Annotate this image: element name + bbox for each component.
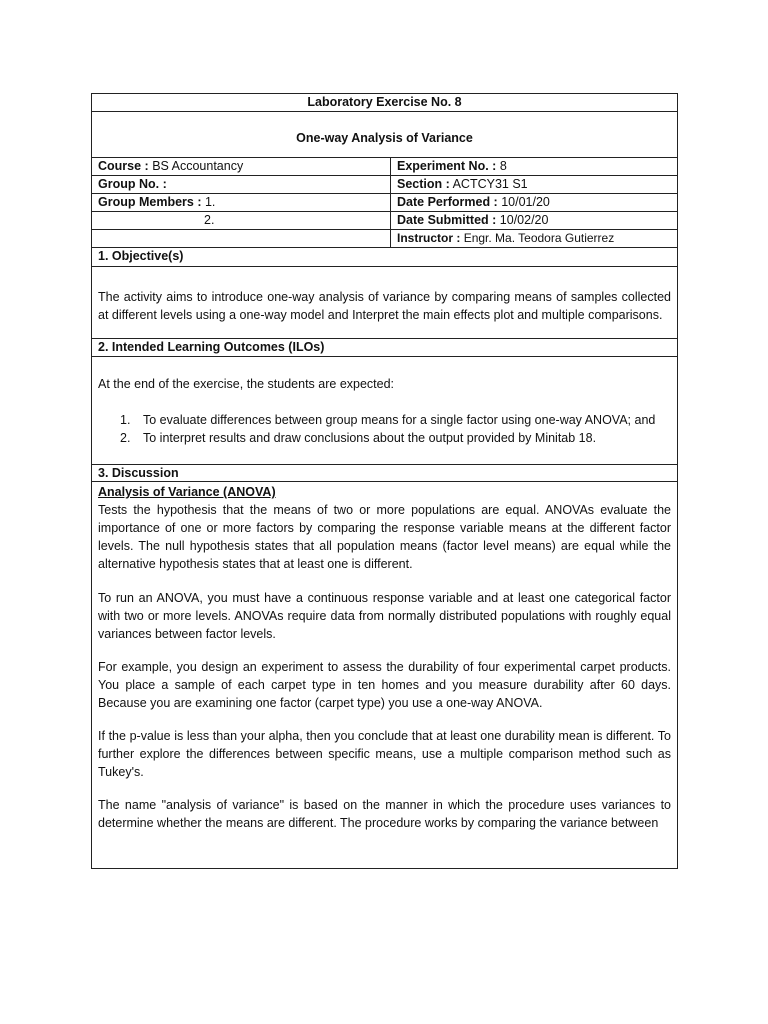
lab-exercise-sheet xyxy=(91,93,678,869)
ilo-number: 1. xyxy=(120,413,131,427)
objectives-heading-row xyxy=(92,248,677,267)
member-2-cell xyxy=(92,212,390,229)
discussion-heading-row xyxy=(92,465,677,482)
instructor-label: Instructor : xyxy=(397,231,461,245)
info-row-members xyxy=(92,194,677,212)
exercise-title: Laboratory Exercise No. 8 xyxy=(307,95,462,109)
discussion-subheading: Analysis of Variance (ANOVA) xyxy=(98,485,276,499)
instructor-cell xyxy=(390,230,677,247)
course-value: BS Accountancy xyxy=(152,159,244,173)
section-cell xyxy=(390,176,677,193)
objectives-text: The activity aims to introduce one-way analysis of variance by comparing means of samples collected at different levels using a one-way model and Interpret the main effects plot and multiple comparisons. xyxy=(98,290,671,322)
info-row-instructor xyxy=(92,230,677,248)
date-submitted-value: 10/02/20 xyxy=(499,213,549,227)
section-value: ACTCY31 S1 xyxy=(452,177,528,191)
ilos-list xyxy=(98,411,671,447)
discussion-paragraph-4: If the p-value is less than your alpha, then you conclude that at least one durability mean is different. To further explore the differences between specific means, use a multiple comparison method such as Tukey's. xyxy=(98,729,671,779)
discussion-paragraph-1: Tests the hypothesis that the means of two or more populations are equal. ANOVAs evaluate the importance of one or more factors by comparing the response variable means at the different factor levels. The null hypothesis states that all population means (factor level means) are equal while the alternative hypothesis states that at least one is different. xyxy=(98,503,671,571)
member-1: 1. xyxy=(204,195,216,209)
date-performed-value: 10/01/20 xyxy=(501,195,550,209)
discussion-body-row xyxy=(92,482,677,868)
date-submitted-label: Date Submitted : xyxy=(397,213,497,227)
info-row-member-2 xyxy=(92,212,677,230)
info-row-course xyxy=(92,158,677,176)
exercise-subtitle: One-way Analysis of Variance xyxy=(296,131,473,145)
discussion-paragraph-5: The name "analysis of variance" is based on the manner in which the procedure uses variances to determine whether the means are different. The procedure works by comparing the variance between xyxy=(98,798,671,830)
members-label: Group Members : xyxy=(98,195,202,209)
ilo-text: To evaluate differences between group means for a single factor using one-way ANOVA; and xyxy=(143,413,656,427)
ilos-heading: 2. Intended Learning Outcomes (ILOs) xyxy=(98,340,325,354)
ilos-body-row xyxy=(92,357,677,465)
ilo-item-1 xyxy=(98,411,671,429)
section-label: Section : xyxy=(397,177,450,191)
member-2: 2. xyxy=(204,213,215,227)
ilos-heading-row xyxy=(92,339,677,357)
ilos-intro: At the end of the exercise, the students are expected: xyxy=(98,377,395,391)
objectives-body-row xyxy=(92,267,677,339)
course-label: Course : xyxy=(98,159,149,173)
ilo-number: 2. xyxy=(120,431,131,445)
ilo-item-2 xyxy=(98,429,671,447)
experiment-value: 8 xyxy=(499,159,507,173)
ilo-text: To interpret results and draw conclusions about the output provided by Minitab 18. xyxy=(143,431,597,445)
empty-cell xyxy=(92,230,390,247)
subtitle-row xyxy=(92,112,677,158)
date-performed-label: Date Performed : xyxy=(397,195,498,209)
objectives-heading: 1. Objective(s) xyxy=(98,249,184,263)
date-performed-cell xyxy=(390,194,677,211)
experiment-label: Experiment No. : xyxy=(397,159,497,173)
course-cell xyxy=(92,158,390,175)
discussion-heading: 3. Discussion xyxy=(98,466,179,480)
discussion-paragraph-2: To run an ANOVA, you must have a continuous response variable and at least one categorical factor with two or more levels. ANOVAs require data from normally distributed populations with roughly equal variances between factor levels. xyxy=(98,591,671,641)
instructor-value: Engr. Ma. Teodora Gutierrez xyxy=(463,231,615,245)
info-row-group xyxy=(92,176,677,194)
date-submitted-cell xyxy=(390,212,677,229)
group-cell xyxy=(92,176,390,193)
exercise-title-row xyxy=(92,94,677,112)
group-label: Group No. : xyxy=(98,177,167,191)
members-cell xyxy=(92,194,390,211)
experiment-cell xyxy=(390,158,677,175)
discussion-paragraph-3: For example, you design an experiment to assess the durability of four experimental carpet products. You place a sample of each carpet type in ten homes and you measure durability after 60 days. Because you are examining one factor (carpet type) you use a one-way ANOVA. xyxy=(98,660,671,710)
